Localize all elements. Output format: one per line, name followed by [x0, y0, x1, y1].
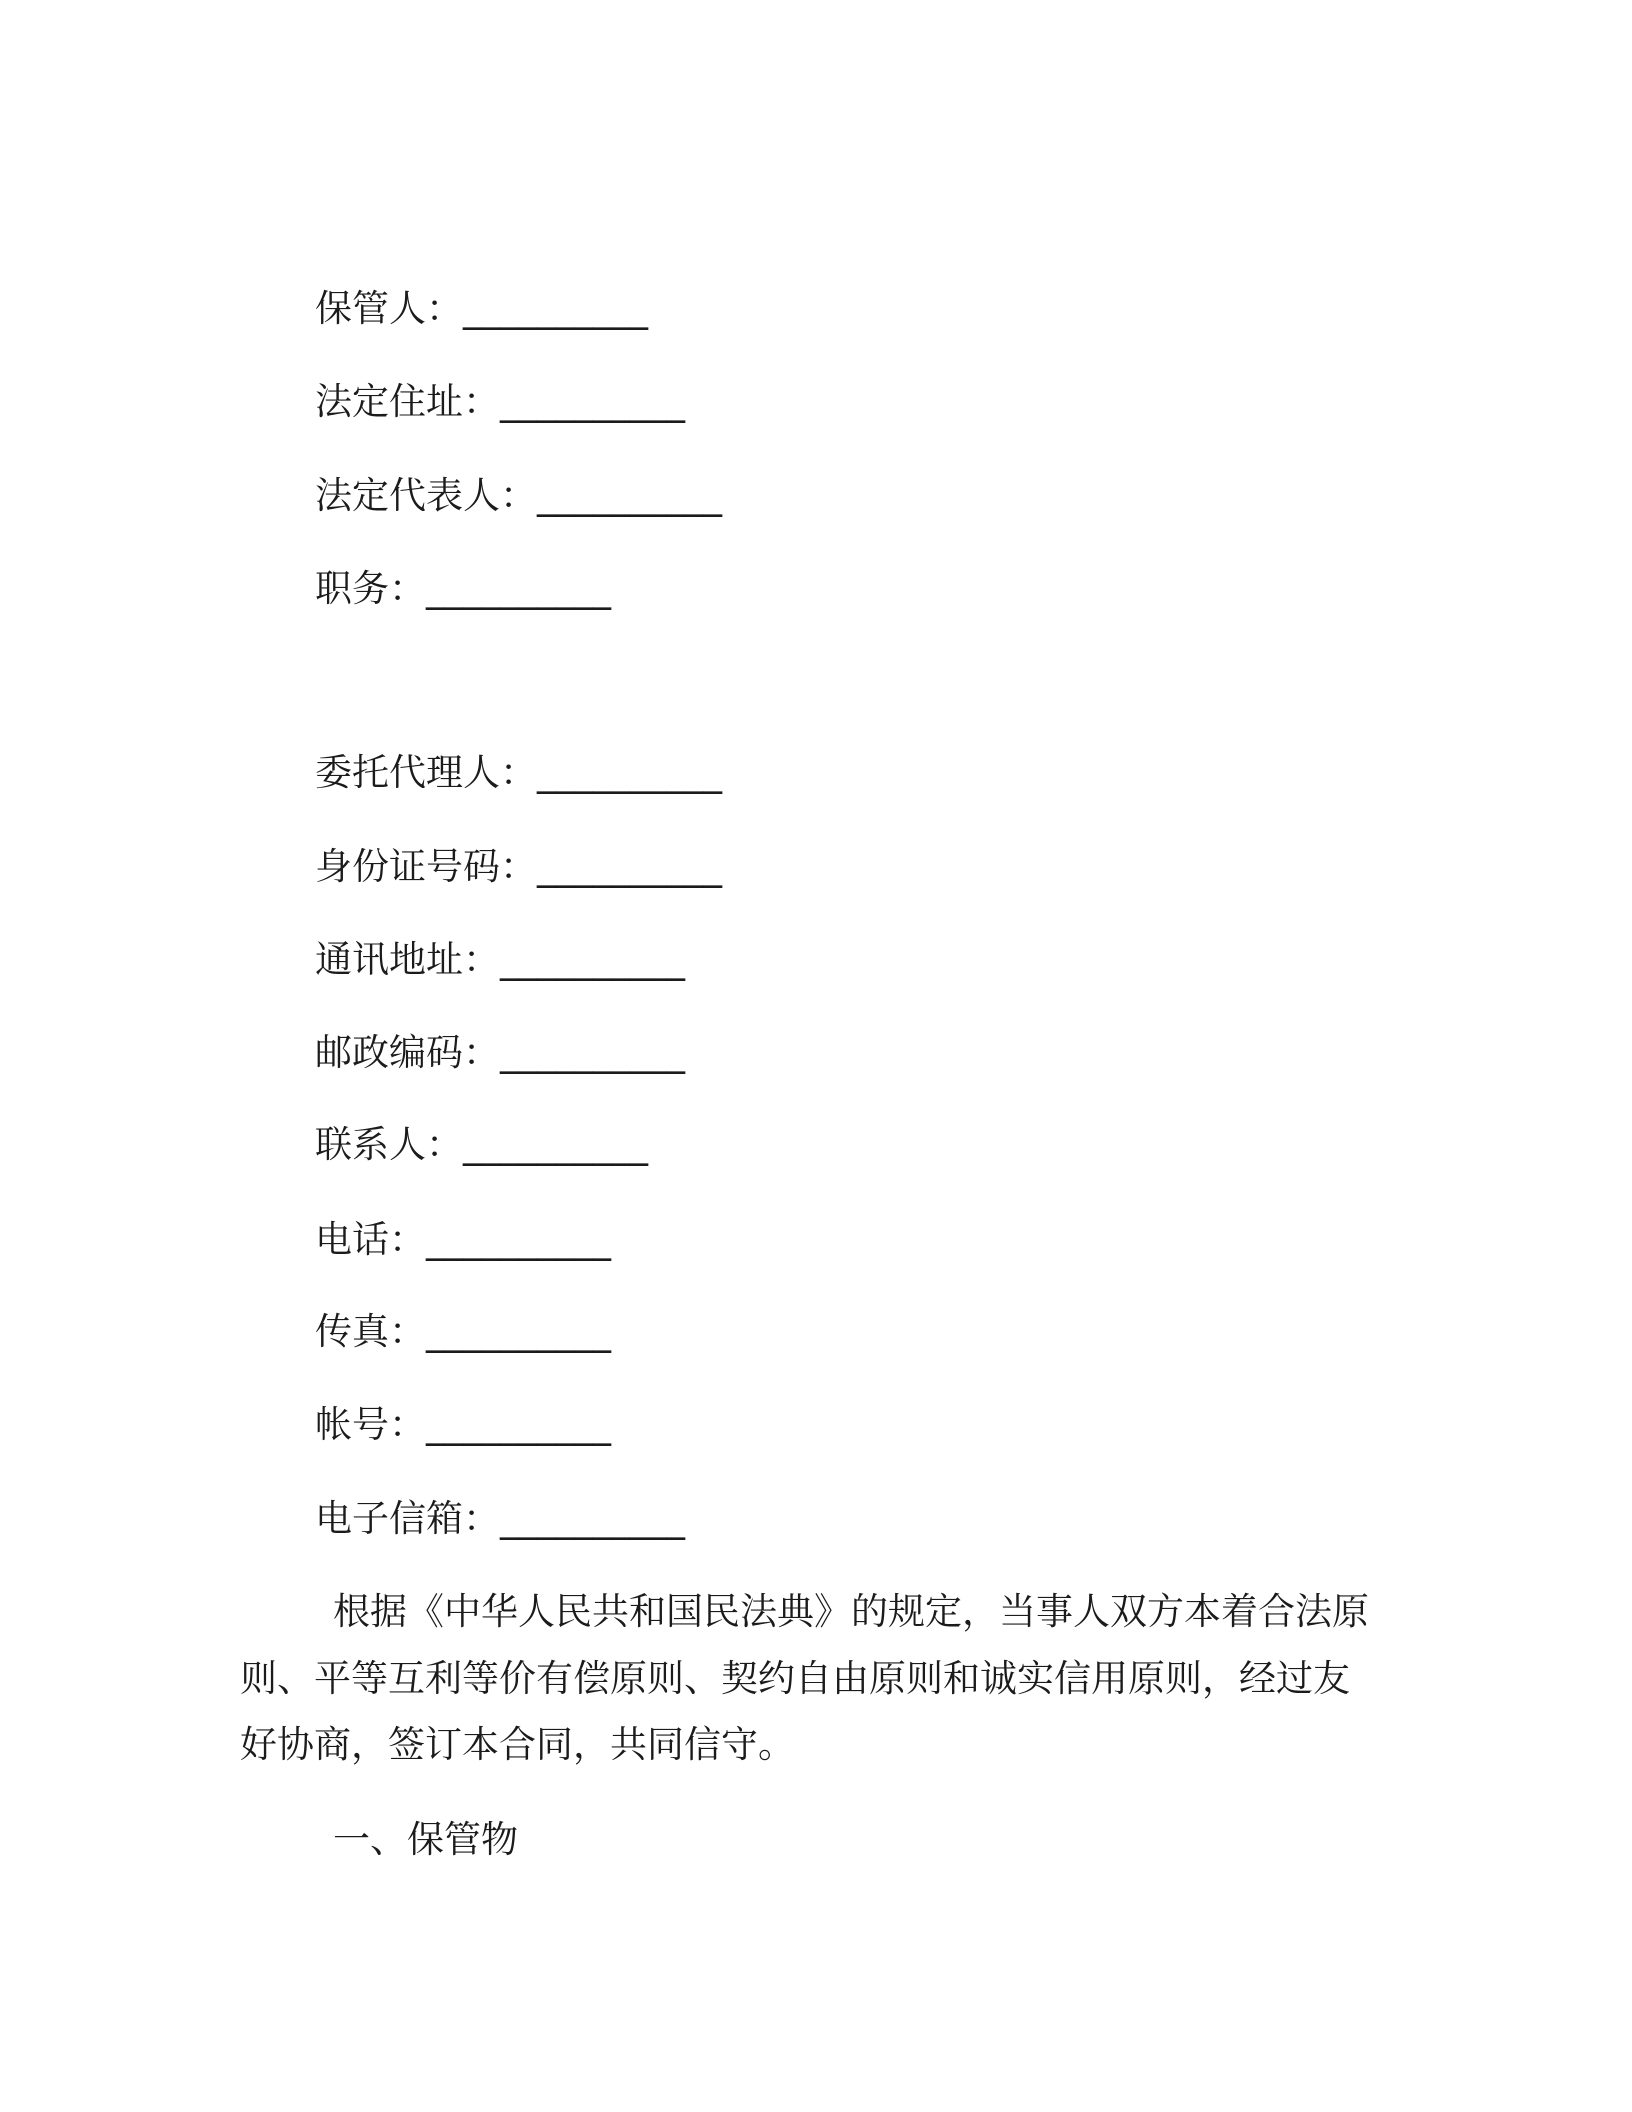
- legal-representative-blank: __________: [537, 474, 722, 517]
- fax-blank: __________: [426, 1310, 611, 1353]
- email-blank: __________: [500, 1497, 685, 1540]
- fax-label: 传真：: [315, 1310, 426, 1353]
- email-row: [315, 1494, 685, 1544]
- id-number-row: [315, 842, 722, 892]
- custodian-blank: __________: [463, 287, 648, 330]
- legal-representative-label: 法定代表人：: [315, 474, 537, 517]
- preamble-line: 好协商，签订本合同，共同信守。: [240, 1723, 795, 1766]
- position-row: [315, 564, 611, 614]
- postal-code-label: 邮政编码：: [315, 1031, 500, 1074]
- mailing-address-label: 通讯地址：: [315, 938, 500, 981]
- mailing-address-blank: __________: [500, 938, 685, 981]
- phone-label: 电话：: [315, 1218, 426, 1261]
- position-blank: __________: [426, 567, 611, 610]
- legal-address-blank: __________: [500, 380, 685, 423]
- email-label: 电子信箱：: [315, 1497, 500, 1540]
- legal-address-row: [315, 377, 685, 427]
- mailing-address-row: [315, 935, 685, 985]
- authorized-agent-blank: __________: [537, 751, 722, 794]
- position-label: 职务：: [315, 567, 426, 610]
- preamble-line: 根据《中华人民共和国民法典》的规定，当事人双方本着合法原: [333, 1590, 1369, 1633]
- contact-person-blank: __________: [463, 1123, 648, 1166]
- id-number-label: 身份证号码：: [315, 845, 537, 888]
- custodian-label: 保管人：: [315, 287, 463, 330]
- phone-blank: __________: [426, 1218, 611, 1261]
- custodian-row: [315, 284, 648, 334]
- fax-row: [315, 1307, 611, 1357]
- account-blank: __________: [426, 1403, 611, 1446]
- preamble-line: 则、平等互利等价有偿原则、契约自由原则和诚实信用原则，经过友: [240, 1657, 1350, 1700]
- id-number-blank: __________: [537, 845, 722, 888]
- postal-code-row: [315, 1028, 685, 1078]
- legal-address-label: 法定住址：: [315, 380, 500, 423]
- account-label: 帐号：: [315, 1403, 426, 1446]
- authorized-agent-label: 委托代理人：: [315, 751, 537, 794]
- authorized-agent-row: [315, 748, 722, 798]
- contact-person-row: [315, 1120, 648, 1170]
- contact-person-label: 联系人：: [315, 1123, 463, 1166]
- account-row: [315, 1400, 611, 1450]
- postal-code-blank: __________: [500, 1031, 685, 1074]
- phone-row: [315, 1215, 611, 1265]
- legal-representative-row: [315, 471, 722, 521]
- section-heading: 一、保管物: [333, 1818, 518, 1861]
